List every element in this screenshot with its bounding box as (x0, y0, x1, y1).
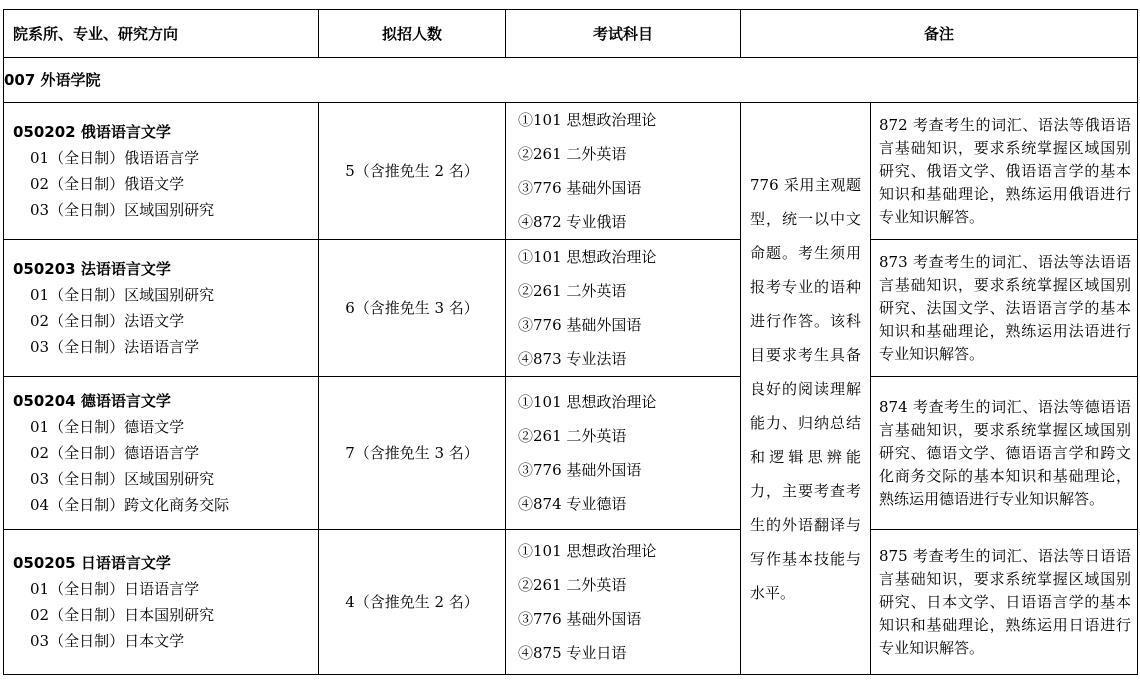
exam-item: ①101 思想政治理论 (518, 542, 657, 560)
major-name: 050204 德语语言文学 (13, 392, 171, 410)
exam-list (506, 530, 741, 675)
exam-item: ①101 思想政治理论 (518, 248, 657, 266)
major-note: 872 考查考生的词汇、语法等俄语语言基础知识，要求系统掌握区域国别研究、俄语文学、俄语语言学的基本知识和基础理论，熟练运用俄语进行专业知识解答。 (871, 103, 1138, 240)
major-cell (4, 377, 319, 530)
major-name: 050203 法语语言文学 (13, 260, 171, 278)
exam-list (506, 377, 741, 530)
header-notes: 备注 (741, 10, 1138, 58)
exam-item: ③776 基础外国语 (518, 179, 642, 197)
quota: 7（含推免生 3 名） (319, 377, 506, 530)
major-row (4, 240, 1138, 377)
direction: 03（全日制）区域国别研究 (30, 470, 215, 488)
direction: 03（全日制）日本文学 (30, 632, 185, 650)
institute-name: 007 外语学院 (4, 58, 1138, 103)
quota: 6（含推免生 3 名） (319, 240, 506, 377)
direction: 02（全日制）德语语言学 (30, 444, 200, 462)
institute-row (4, 58, 1138, 103)
direction: 02（全日制）法语文学 (30, 312, 185, 330)
exam-item: ④872 专业俄语 (518, 213, 627, 231)
direction: 01（全日制）日语语言学 (30, 580, 200, 598)
direction: 04（全日制）跨文化商务交际 (30, 496, 230, 514)
major-name: 050202 俄语语言文学 (13, 123, 171, 141)
major-row (4, 530, 1138, 675)
admissions-table (3, 9, 1138, 675)
major-cell (4, 240, 319, 377)
exam-item: ②261 二外英语 (518, 576, 627, 594)
shared-note: 776 采用主观题型，统一以中文命题。考生须用报考专业的语种进行作答。该科目要求考生具备良好的阅读理解能力、归纳总结和逻辑思辨能力，主要考查考生的外语翻译与写作基本技能与水平。 (741, 103, 871, 675)
quota: 5（含推免生 2 名） (319, 103, 506, 240)
exam-item: ①101 思想政治理论 (518, 393, 657, 411)
major-note: 874 考查考生的词汇、语法等德语语言基础知识，要求系统掌握区域国别研究、德语文学、德语语言学和跨文化商务交际的基本知识和基础理论，熟练运用德语进行专业知识解答。 (871, 377, 1138, 530)
direction: 02（全日制）俄语文学 (30, 175, 185, 193)
direction: 01（全日制）俄语语言学 (30, 149, 200, 167)
major-cell (4, 530, 319, 675)
direction: 01（全日制）德语文学 (30, 418, 185, 436)
exam-item: ②261 二外英语 (518, 282, 627, 300)
exam-item: ①101 思想政治理论 (518, 111, 657, 129)
exam-list (506, 240, 741, 377)
header-row (4, 10, 1138, 58)
major-note: 873 考查考生的词汇、语法等法语语言基础知识，要求系统掌握区域国别研究、法国文学、法语语言学的基本知识和基础理论，熟练运用法语进行专业知识解答。 (871, 240, 1138, 377)
header-department: 院系所、专业、研究方向 (4, 10, 319, 58)
exam-item: ④873 专业法语 (518, 350, 627, 368)
major-name: 050205 日语语言文学 (13, 554, 171, 572)
exam-item: ④875 专业日语 (518, 644, 627, 662)
direction: 03（全日制）区域国别研究 (30, 201, 215, 219)
header-quota: 拟招人数 (319, 10, 506, 58)
header-exams: 考试科目 (506, 10, 741, 58)
major-cell (4, 103, 319, 240)
exam-item: ②261 二外英语 (518, 145, 627, 163)
exam-item: ②261 二外英语 (518, 427, 627, 445)
direction: 03（全日制）法语语言学 (30, 338, 200, 356)
major-row (4, 103, 1138, 240)
major-note: 875 考查考生的词汇、语法等日语语言基础知识，要求系统掌握区域国别研究、日本文学、日语语言学的基本知识和基础理论，熟练运用日语进行专业知识解答。 (871, 530, 1138, 675)
exam-item: ③776 基础外国语 (518, 610, 642, 628)
exam-item: ③776 基础外国语 (518, 316, 642, 334)
quota: 4（含推免生 2 名） (319, 530, 506, 675)
exam-list (506, 103, 741, 240)
direction: 02（全日制）日本国别研究 (30, 606, 215, 624)
exam-item: ④874 专业德语 (518, 495, 627, 513)
major-row (4, 377, 1138, 530)
exam-item: ③776 基础外国语 (518, 461, 642, 479)
direction: 01（全日制）区域国别研究 (30, 286, 215, 304)
